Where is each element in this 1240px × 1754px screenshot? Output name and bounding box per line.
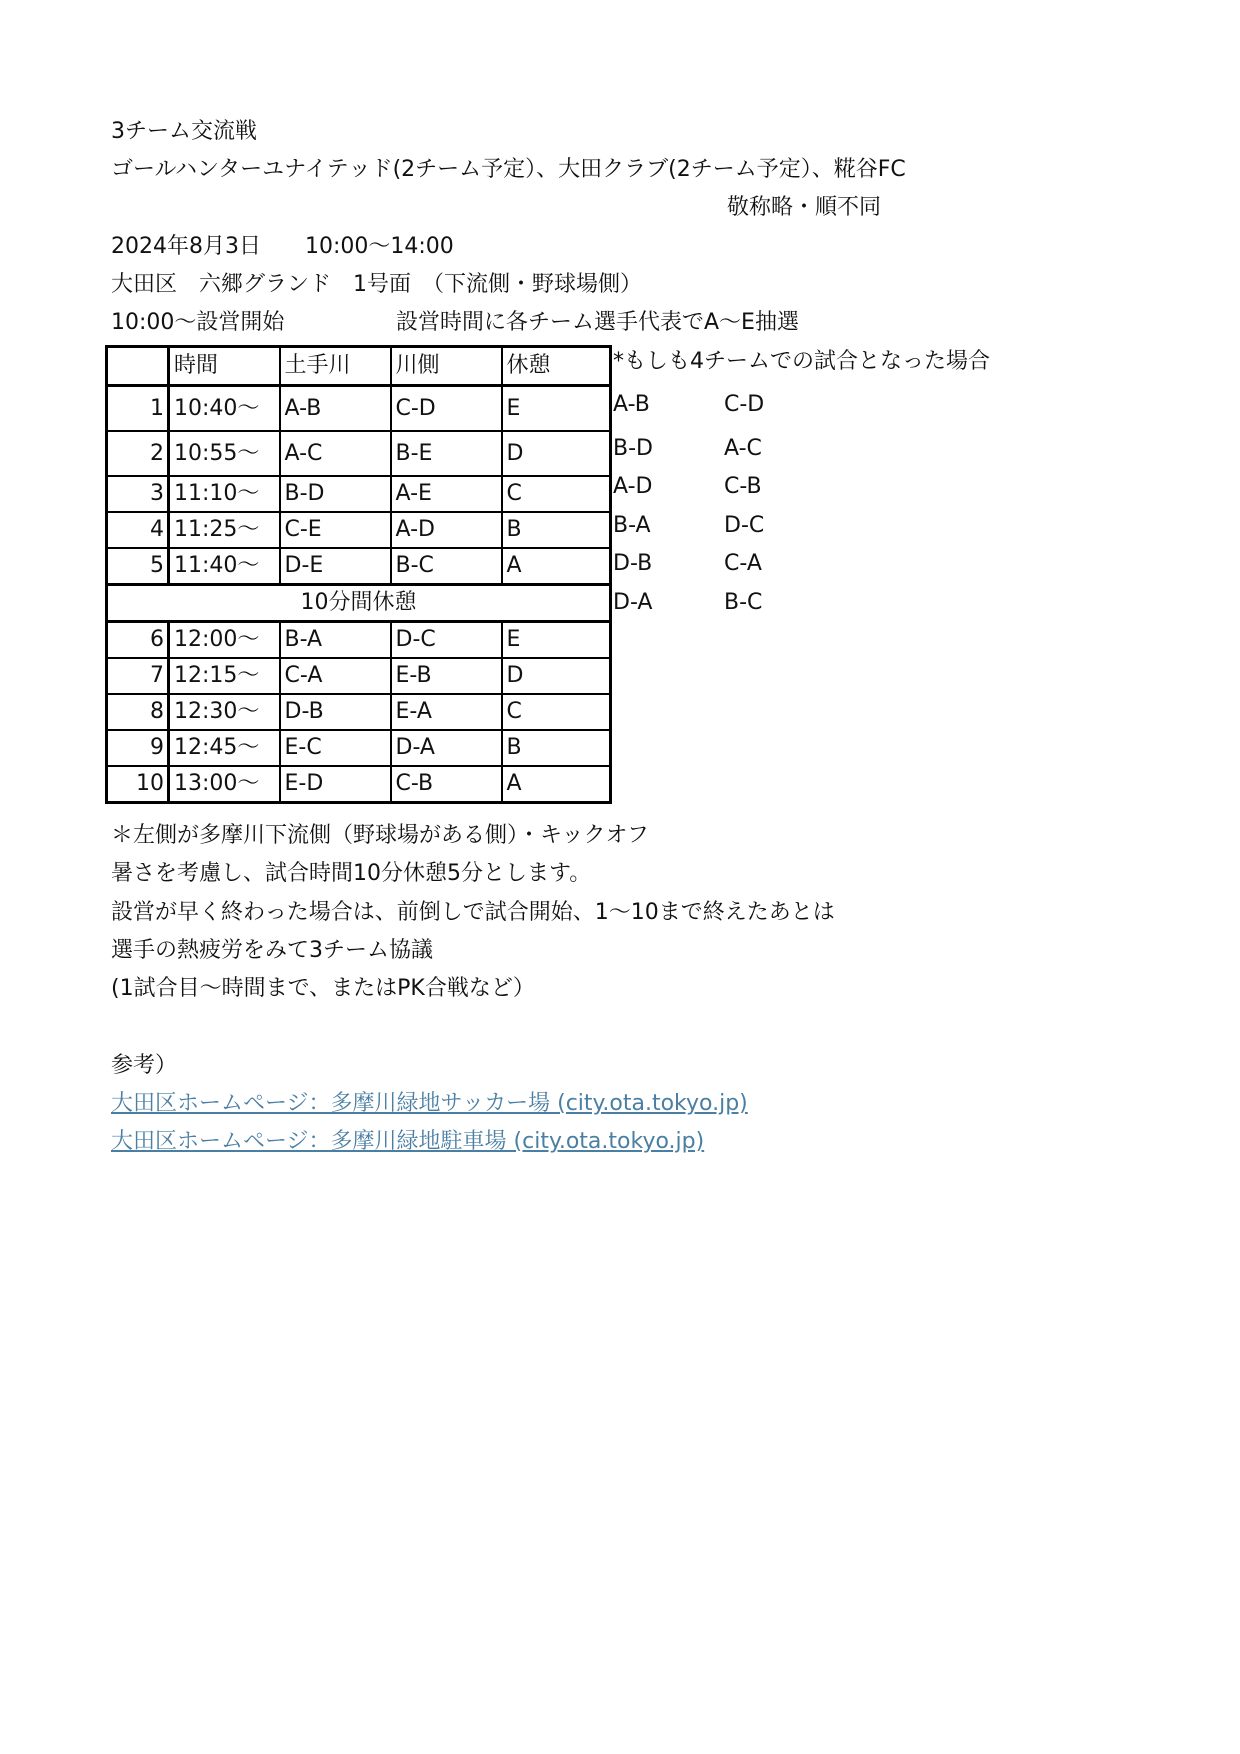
break-row: [107, 585, 611, 622]
header-cell: 川側: [391, 347, 502, 386]
rest-team: E: [502, 386, 611, 432]
match-number: 10: [107, 766, 169, 803]
dote-match: E-C: [280, 730, 391, 766]
rest-team: A: [502, 766, 611, 803]
setup-start: 10:00〜設営開始: [111, 310, 285, 335]
dote-match: B-D: [280, 476, 391, 512]
match-number: 5: [107, 548, 169, 585]
break-label: 10分間休憩: [107, 585, 611, 622]
match-number: 7: [107, 658, 169, 694]
kawa-match: C-D: [391, 386, 502, 432]
rest-team: D: [502, 431, 611, 476]
reference-link-row-2: [111, 1126, 704, 1158]
table-row: [107, 386, 611, 432]
match-number: 9: [107, 730, 169, 766]
match-time: 12:00〜: [169, 622, 280, 659]
kawa-match: E-B: [391, 658, 502, 694]
note-line: ＊左側が多摩川下流側（野球場がある側）・キックオフ: [111, 823, 649, 848]
reference-link-parking[interactable]: 大田区ホームページ：多摩川緑地駐車場 (city.ota.tokyo.jp): [111, 1129, 705, 1154]
dote-match: D-B: [280, 694, 391, 730]
match-time: 12:15〜: [169, 658, 280, 694]
match-number: 4: [107, 512, 169, 548]
rest-team: E: [502, 622, 611, 659]
match-time: 12:30〜: [169, 694, 280, 730]
four-team-match: D-A: [613, 590, 653, 615]
header-cell: [107, 347, 169, 386]
note-line: (1試合目〜時間まで、またはPK合戦など）: [111, 976, 535, 1001]
table-row: [107, 622, 611, 659]
schedule-table: [105, 345, 612, 804]
match-time: 12:45〜: [169, 730, 280, 766]
kawa-match: A-D: [391, 512, 502, 548]
table-row: [107, 730, 611, 766]
table-row: [107, 431, 611, 476]
kawa-match: A-E: [391, 476, 502, 512]
rest-team: D: [502, 658, 611, 694]
note-line: 設営が早く終わった場合は、前倒しで試合開始、1〜10まで終えたあとは: [111, 900, 835, 925]
honorific-note: 敬称略・順不同: [727, 195, 882, 220]
note-line: 選手の熱疲労をみて3チーム協議: [111, 938, 433, 963]
match-time: 13:00〜: [169, 766, 280, 803]
four-team-match: D-C: [724, 513, 765, 538]
match-number: 3: [107, 476, 169, 512]
reference-link-soccer-field[interactable]: 大田区ホームページ：多摩川緑地サッカー場 (city.ota.tokyo.jp): [111, 1091, 748, 1116]
kawa-match: B-C: [391, 548, 502, 585]
match-time: 10:55〜: [169, 431, 280, 476]
four-team-match: D-B: [613, 551, 653, 576]
note-line: 暑さを考慮し、試合時間10分休憩5分とします。: [111, 861, 592, 886]
rest-team: B: [502, 730, 611, 766]
four-team-match: A-D: [613, 474, 653, 499]
table-row: [107, 694, 611, 730]
four-team-heading: *もしも4チームでの試合となった場合: [613, 349, 990, 374]
match-time: 11:10〜: [169, 476, 280, 512]
match-number: 2: [107, 431, 169, 476]
header-cell: 休憩: [502, 347, 611, 386]
match-number: 6: [107, 622, 169, 659]
four-team-match: B-C: [724, 590, 763, 615]
dote-match: B-A: [280, 622, 391, 659]
four-team-match: A-B: [613, 392, 650, 417]
reference-heading: 参考）: [111, 1053, 178, 1078]
header-cell: 土手川: [280, 347, 391, 386]
kawa-match: D-A: [391, 730, 502, 766]
match-time: 11:25〜: [169, 512, 280, 548]
rest-team: C: [502, 694, 611, 730]
dote-match: A-C: [280, 431, 391, 476]
table-row: [107, 476, 611, 512]
dote-match: D-E: [280, 548, 391, 585]
lottery-note: 設営時間に各チーム選手代表でA〜E抽選: [396, 310, 799, 335]
table-row: [107, 658, 611, 694]
four-team-match: B-D: [613, 436, 653, 461]
reference-link-row-1: [111, 1088, 748, 1120]
dote-match: C-A: [280, 658, 391, 694]
match-time: 11:40〜: [169, 548, 280, 585]
four-team-match: C-A: [724, 551, 762, 576]
rest-team: A: [502, 548, 611, 585]
table-row: [107, 512, 611, 548]
rest-team: B: [502, 512, 611, 548]
date-time: 2024年8月3日 10:00〜14:00: [111, 234, 454, 259]
header-cell: 時間: [169, 347, 280, 386]
four-team-match: B-A: [613, 513, 651, 538]
dote-match: E-D: [280, 766, 391, 803]
four-team-match: C-D: [724, 392, 765, 417]
kawa-match: E-A: [391, 694, 502, 730]
match-number: 8: [107, 694, 169, 730]
page-title: 3チーム交流戦: [111, 119, 257, 144]
dote-match: C-E: [280, 512, 391, 548]
table-row: [107, 548, 611, 585]
four-team-match: C-B: [724, 474, 762, 499]
kawa-match: B-E: [391, 431, 502, 476]
four-team-match: A-C: [724, 436, 762, 461]
kawa-match: D-C: [391, 622, 502, 659]
match-number: 1: [107, 386, 169, 432]
rest-team: C: [502, 476, 611, 512]
kawa-match: C-B: [391, 766, 502, 803]
teams-line: ゴールハンターユナイテッド(2チーム予定）、大田クラブ(2チーム予定）、糀谷FC: [111, 157, 906, 182]
match-time: 10:40〜: [169, 386, 280, 432]
venue: 大田区 六郷グランド 1号面 （下流側・野球場側）: [111, 272, 642, 297]
table-header-row: [107, 347, 611, 386]
table-row: [107, 766, 611, 803]
dote-match: A-B: [280, 386, 391, 432]
